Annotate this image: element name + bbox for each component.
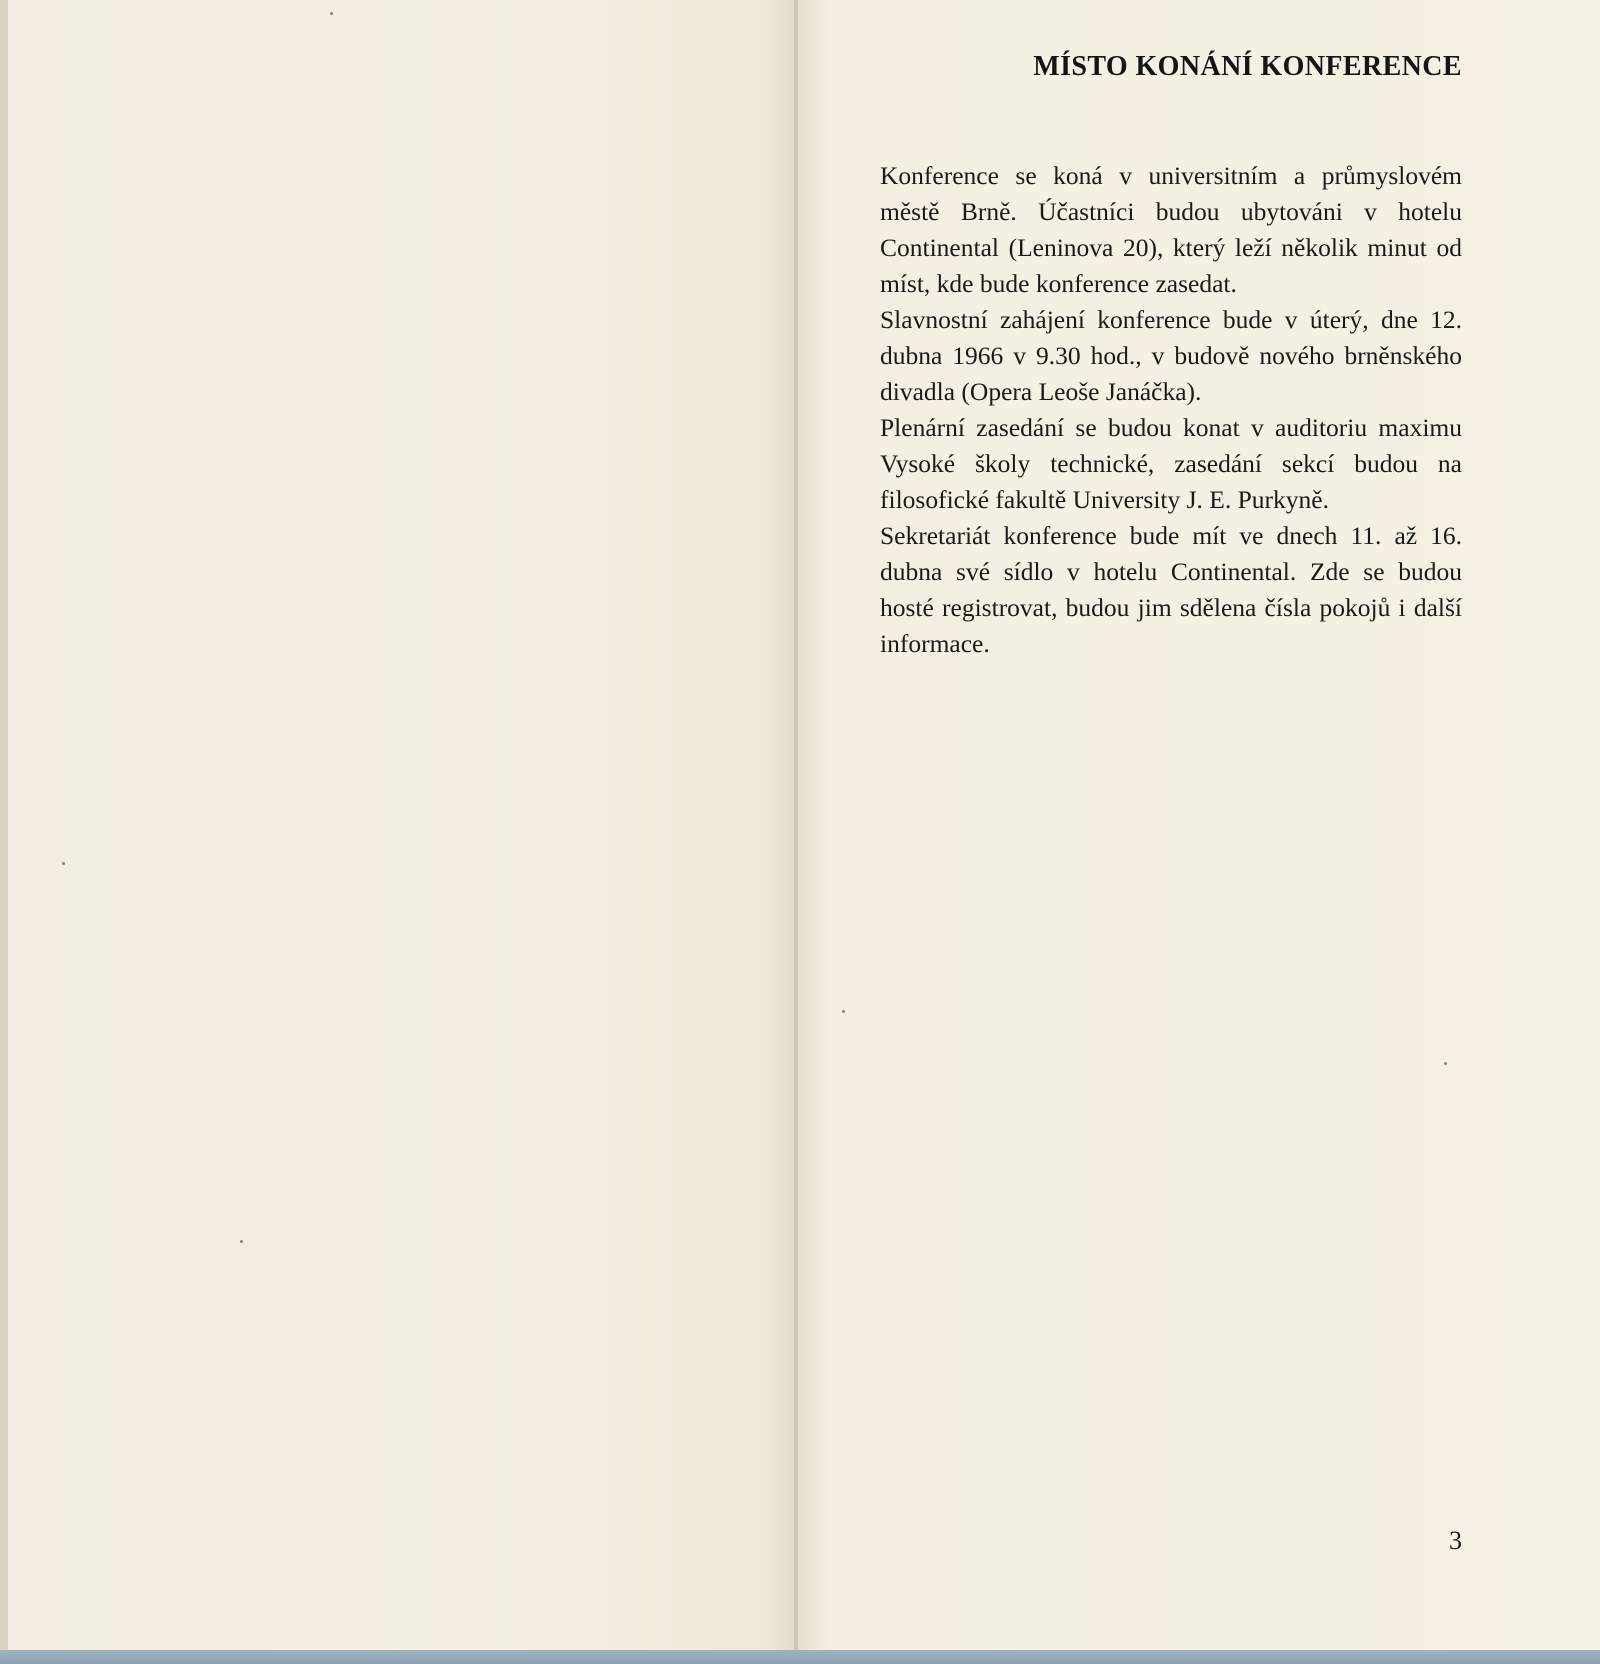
paper-speck — [240, 1240, 243, 1243]
paper-speck — [1444, 1062, 1447, 1065]
body-text — [880, 158, 1462, 662]
paper-speck — [62, 862, 65, 865]
paper-speck — [842, 1010, 845, 1013]
paragraph-sessions: Plenární zasedání se budou konat v auditoriu maximu Vysoké školy technické, zasedání sekcí budou na filosofické fakultě University J. E. Purkyně. — [880, 413, 1462, 514]
bottom-edge — [0, 1650, 1600, 1664]
paper-speck — [330, 12, 333, 15]
page-number: 3 — [1449, 1526, 1462, 1555]
page-heading: MÍSTO KONÁNÍ KONFERENCE — [1033, 51, 1462, 82]
paragraph-venue: Konference se koná v universitním a průmyslovém městě Brně. Účastníci budou ubytováni v hotelu Continental (Leninova 20), který leží několik minut od míst, kde bude konference zasedat. — [880, 161, 1462, 298]
left-page — [8, 0, 796, 1650]
paragraph-secretariat: Sekretariát konference bude mít ve dnech 11. až 16. dubna své sídlo v hotelu Continental. Zde se budou hosté registrovat, budou jim sdělena čísla pokojů i další informace. — [880, 521, 1462, 658]
paragraph-opening: Slavnostní zahájení konference bude v úterý, dne 12. dubna 1966 v 9.30 hod., v budově nového brněnského divadla (Opera Leoše Janáčka). — [880, 305, 1462, 406]
